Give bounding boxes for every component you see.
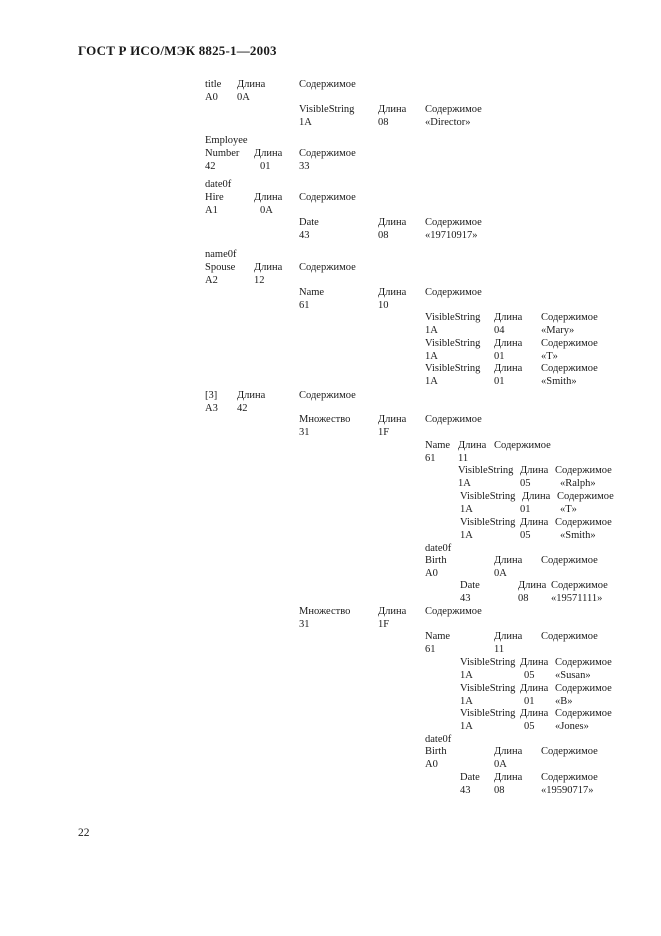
contents-label: Содержимое bbox=[541, 631, 598, 642]
length-value: 05 bbox=[524, 670, 535, 681]
type-name: VisibleString bbox=[425, 338, 481, 349]
type-name: VisibleString bbox=[460, 517, 516, 528]
field-name: Birth bbox=[425, 555, 447, 566]
contents-label: Содержимое bbox=[299, 148, 356, 159]
contents-label: Содержимое bbox=[541, 338, 598, 349]
length-value: 05 bbox=[520, 530, 531, 541]
value: «T» bbox=[560, 504, 577, 515]
contents-label: Содержимое bbox=[425, 287, 482, 298]
length-value: 01 bbox=[524, 696, 535, 707]
tag: 1A bbox=[425, 325, 438, 336]
tag: 61 bbox=[425, 644, 436, 655]
length-value: 05 bbox=[520, 478, 531, 489]
type-name: VisibleString bbox=[425, 312, 481, 323]
length-value: 1F bbox=[378, 619, 390, 630]
length-label: Длина bbox=[254, 192, 283, 203]
type-name: Name bbox=[425, 631, 451, 642]
length-label: Длина bbox=[520, 657, 549, 668]
length-value: 01 bbox=[260, 161, 271, 172]
tag: A0 bbox=[205, 92, 218, 103]
length-value: 0A bbox=[237, 92, 250, 103]
tag: 1A bbox=[460, 696, 473, 707]
field-name: name0f bbox=[205, 249, 237, 260]
contents-label: Содержимое bbox=[299, 262, 356, 273]
tag: A0 bbox=[425, 759, 438, 770]
tag: 1A bbox=[460, 504, 473, 515]
tag: 1A bbox=[460, 721, 473, 732]
length-label: Длина bbox=[494, 555, 523, 566]
length-label: Длина bbox=[237, 390, 266, 401]
value: «Smith» bbox=[541, 376, 577, 387]
value: «19571111» bbox=[551, 593, 603, 604]
value: «Director» bbox=[425, 117, 471, 128]
length-label: Длина bbox=[520, 708, 549, 719]
length-label: Длина bbox=[254, 148, 283, 159]
field-name: date0f bbox=[425, 543, 452, 554]
type-name: Name bbox=[425, 440, 451, 451]
tag: A0 bbox=[425, 568, 438, 579]
length-value: 01 bbox=[494, 376, 505, 387]
type-name: VisibleString bbox=[458, 465, 514, 476]
length-label: Длина bbox=[494, 772, 523, 783]
length-label: Длина bbox=[520, 465, 549, 476]
length-value: 12 bbox=[254, 275, 265, 286]
field-name: date0f bbox=[425, 734, 452, 745]
length-label: Длина bbox=[520, 517, 549, 528]
field-name: [3] bbox=[205, 390, 218, 401]
contents-label: Содержимое bbox=[425, 104, 482, 115]
type-name: Date bbox=[299, 217, 319, 228]
length-value: 11 bbox=[458, 453, 469, 464]
type-name: VisibleString bbox=[425, 363, 481, 374]
contents-label: Содержимое bbox=[425, 414, 482, 425]
tag: A3 bbox=[205, 403, 218, 414]
length-label: Длина bbox=[494, 363, 523, 374]
length-label: Длина bbox=[522, 491, 551, 502]
type-name: Date bbox=[460, 772, 480, 783]
length-value: 0A bbox=[260, 205, 273, 216]
length-value: 10 bbox=[378, 300, 389, 311]
tag: A2 bbox=[205, 275, 218, 286]
length-value: 11 bbox=[494, 644, 505, 655]
length-value: 42 bbox=[237, 403, 248, 414]
length-label: Длина bbox=[378, 217, 407, 228]
type-name: Name bbox=[299, 287, 325, 298]
length-label: Длина bbox=[378, 287, 407, 298]
set-label: Множество bbox=[299, 414, 351, 425]
length-value: 01 bbox=[494, 351, 505, 362]
contents-label: Содержимое bbox=[541, 772, 598, 783]
contents-label: Содержимое bbox=[541, 363, 598, 374]
tag: 42 bbox=[205, 161, 216, 172]
value: «Mary» bbox=[541, 325, 575, 336]
length-label: Длина bbox=[494, 631, 523, 642]
tag: 31 bbox=[299, 427, 310, 438]
value: «19710917» bbox=[425, 230, 478, 241]
contents-label: Содержимое bbox=[494, 440, 551, 451]
contents-label: Содержимое bbox=[541, 312, 598, 323]
contents-label: Содержимое bbox=[555, 683, 612, 694]
contents-label: Содержимое bbox=[299, 390, 356, 401]
contents-label: Содержимое bbox=[299, 192, 356, 203]
length-label: Длина bbox=[458, 440, 487, 451]
length-label: Длина bbox=[378, 104, 407, 115]
tag: 31 bbox=[299, 619, 310, 630]
tag: 1A bbox=[299, 117, 312, 128]
length-label: Длина bbox=[237, 79, 266, 90]
type-name: VisibleString bbox=[299, 104, 355, 115]
type-name: VisibleString bbox=[460, 491, 516, 502]
length-value: 08 bbox=[378, 117, 389, 128]
contents-label: Содержимое bbox=[555, 517, 612, 528]
length-value: 0A bbox=[494, 568, 507, 579]
tag: 1A bbox=[425, 351, 438, 362]
contents-label: Содержимое bbox=[541, 555, 598, 566]
length-label: Длина bbox=[378, 606, 407, 617]
tag: 61 bbox=[299, 300, 310, 311]
field-name: Birth bbox=[425, 746, 447, 757]
type-name: VisibleString bbox=[460, 657, 516, 668]
length-value: 08 bbox=[378, 230, 389, 241]
type-name: VisibleString bbox=[460, 708, 516, 719]
value: «Smith» bbox=[560, 530, 596, 541]
tag: 1A bbox=[460, 530, 473, 541]
value: «Susan» bbox=[555, 670, 591, 681]
contents-label: Содержимое bbox=[425, 217, 482, 228]
value: «Ralph» bbox=[560, 478, 596, 489]
length-label: Длина bbox=[520, 683, 549, 694]
contents-label: Содержимое bbox=[551, 580, 608, 591]
tag: 1A bbox=[460, 670, 473, 681]
page-number: 22 bbox=[78, 827, 90, 839]
field-name: title bbox=[205, 79, 222, 90]
length-label: Длина bbox=[254, 262, 283, 273]
set-label: Множество bbox=[299, 606, 351, 617]
value: «B» bbox=[555, 696, 573, 707]
value: «19590717» bbox=[541, 785, 594, 796]
length-value: 01 bbox=[520, 504, 531, 515]
length-label: Длина bbox=[494, 338, 523, 349]
contents-label: Содержимое bbox=[299, 79, 356, 90]
length-value: 1F bbox=[378, 427, 390, 438]
length-label: Длина bbox=[494, 746, 523, 757]
type-name: Date bbox=[460, 580, 480, 591]
tag: 1A bbox=[458, 478, 471, 489]
tag: 43 bbox=[460, 785, 471, 796]
tag: 1A bbox=[425, 376, 438, 387]
field-name: Employee bbox=[205, 135, 248, 146]
value: «T» bbox=[541, 351, 558, 362]
page-header: ГОСТ Р ИСО/МЭК 8825-1—2003 bbox=[78, 43, 277, 58]
contents-label: Содержимое bbox=[555, 657, 612, 668]
field-name: Hire bbox=[205, 192, 224, 203]
contents-label: Содержимое bbox=[555, 465, 612, 476]
length-value: 04 bbox=[494, 325, 505, 336]
contents-label: Содержимое bbox=[541, 746, 598, 757]
tag: 61 bbox=[425, 453, 436, 464]
value: 33 bbox=[299, 161, 310, 172]
length-label: Длина bbox=[518, 580, 547, 591]
length-label: Длина bbox=[378, 414, 407, 425]
value: «Jones» bbox=[555, 721, 589, 732]
length-value: 08 bbox=[494, 785, 505, 796]
field-name: date0f bbox=[205, 179, 232, 190]
tag: A1 bbox=[205, 205, 218, 216]
tag: 43 bbox=[460, 593, 471, 604]
field-name: Number bbox=[205, 148, 240, 159]
contents-label: Содержимое bbox=[557, 491, 614, 502]
type-name: VisibleString bbox=[460, 683, 516, 694]
length-value: 0A bbox=[494, 759, 507, 770]
contents-label: Содержимое bbox=[555, 708, 612, 719]
length-value: 08 bbox=[518, 593, 529, 604]
contents-label: Содержимое bbox=[425, 606, 482, 617]
field-name: Spouse bbox=[205, 262, 236, 273]
tag: 43 bbox=[299, 230, 310, 241]
length-value: 05 bbox=[524, 721, 535, 732]
length-label: Длина bbox=[494, 312, 523, 323]
